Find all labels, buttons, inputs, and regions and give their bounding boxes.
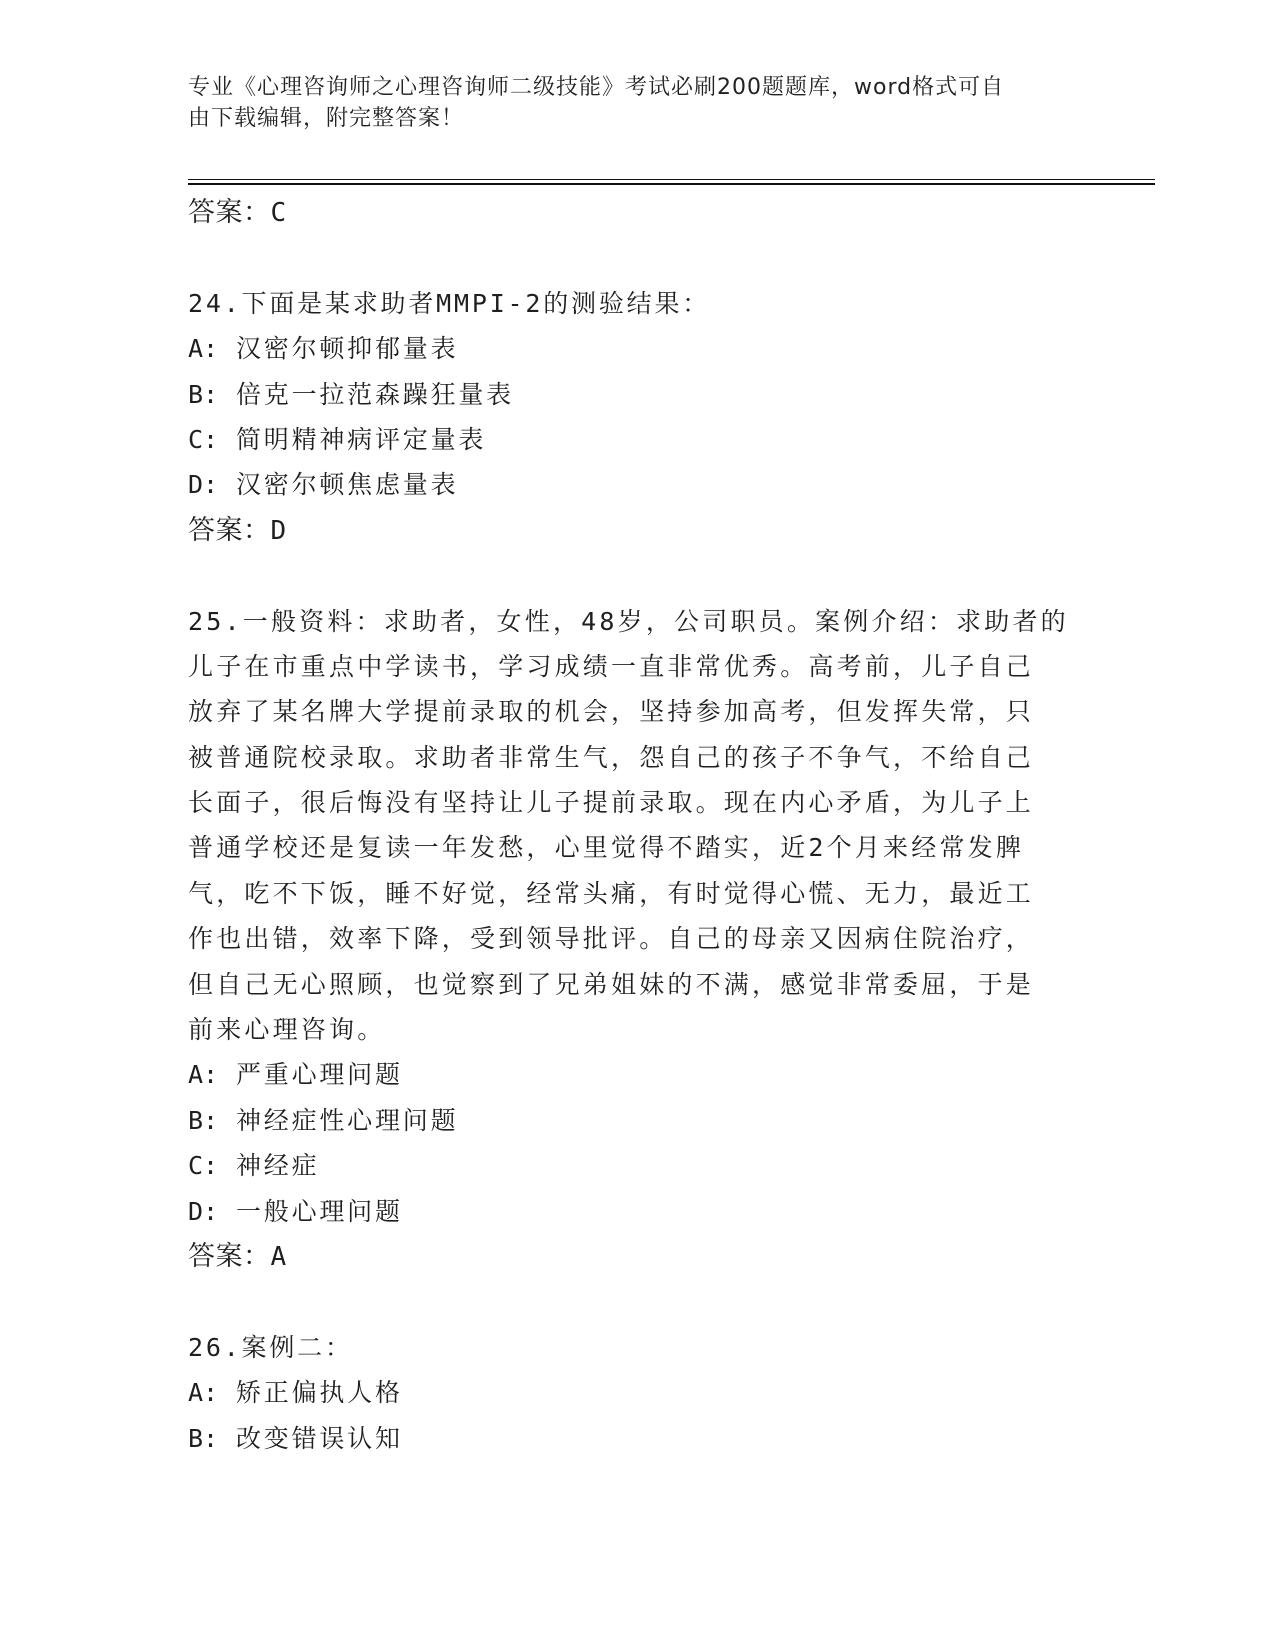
question-stem: 前来心理咨询。 xyxy=(188,1015,386,1045)
option-text: 倍克一拉范森躁狂量表 xyxy=(235,379,514,409)
header-divider-thick xyxy=(188,183,1155,185)
option-text: 一般心理问题 xyxy=(235,1196,403,1226)
option-a xyxy=(188,1370,1088,1415)
header-divider-thin xyxy=(188,179,1155,180)
option-d xyxy=(188,462,1088,507)
option-text: 矫正偏执人格 xyxy=(235,1378,403,1408)
option-letter: A: xyxy=(188,334,219,364)
answer-value: A xyxy=(270,1241,287,1272)
option-letter: D: xyxy=(188,1196,219,1226)
answer-value: D xyxy=(270,515,287,546)
header-line-2: 由下载编辑，附完整答案！ xyxy=(188,106,465,131)
option-a xyxy=(188,326,1088,371)
spacer xyxy=(188,553,1088,598)
question-stem: 长面子，很后悔没有坚持让儿子提前录取。现在内心矛盾，为儿子上 xyxy=(188,788,1035,818)
question-stem: 作也出错，效率下降，受到领导批评。自己的母亲又因病住院治疗， xyxy=(188,924,1035,954)
answer-line xyxy=(188,190,1088,235)
option-letter: D: xyxy=(188,470,219,500)
option-letter: A: xyxy=(188,1060,219,1090)
question-stem: 25.一般资料：求助者，女性，48岁，公司职员。案例介绍：求助者的 xyxy=(188,606,1069,636)
option-c xyxy=(188,1143,1088,1188)
answer-label: 答案： xyxy=(188,1240,271,1272)
question-stem: 普通学校还是复读一年发愁，心里觉得不踏实，近2个月来经常发脾 xyxy=(188,833,1025,863)
question-stem: 24.下面是某求助者MMPI-2的测验结果： xyxy=(188,288,711,318)
option-letter: A: xyxy=(188,1378,219,1408)
question-24 xyxy=(188,281,1088,553)
question-stem: 气，吃不下饭，睡不好觉，经常头痛，有时觉得心慌、无力，最近工 xyxy=(188,878,1035,908)
answer-line xyxy=(188,508,1088,553)
option-text: 改变错误认知 xyxy=(235,1423,403,1453)
option-letter: B: xyxy=(188,1423,219,1453)
question-stem: 但自己无心照顾，也觉察到了兄弟姐妹的不满，感觉非常委屈，于是 xyxy=(188,969,1035,999)
option-b xyxy=(188,1098,1088,1143)
answer-value: C xyxy=(270,198,287,228)
option-text: 神经症性心理问题 xyxy=(235,1105,459,1135)
question-stem: 儿子在市重点中学读书，学习成绩一直非常优秀。高考前，儿子自己 xyxy=(188,651,1035,681)
option-text: 简明精神病评定量表 xyxy=(235,424,487,454)
spacer xyxy=(188,235,1088,280)
option-letter: C: xyxy=(188,1151,219,1181)
question-stem: 26.案例二： xyxy=(188,1332,353,1362)
question-stem: 放弃了某名牌大学提前录取的机会，坚持参加高考，但发挥失常，只 xyxy=(188,697,1035,727)
option-b xyxy=(188,372,1088,417)
option-text: 神经症 xyxy=(235,1151,320,1181)
option-text: 汉密尔顿抑郁量表 xyxy=(235,334,459,364)
question-25 xyxy=(188,599,1088,1053)
question-26 xyxy=(188,1325,1088,1461)
option-letter: B: xyxy=(188,1105,219,1135)
option-a xyxy=(188,1052,1088,1097)
question-stem: 被普通院校录取。求助者非常生气，怨自己的孩子不争气，不给自己 xyxy=(188,742,1035,772)
option-d xyxy=(188,1189,1088,1234)
option-c xyxy=(188,417,1088,462)
question-25-options xyxy=(188,1052,1088,1279)
answer-label: 答案： xyxy=(188,514,271,546)
answer-line xyxy=(188,1234,1088,1279)
document-header xyxy=(188,72,1068,134)
answer-label: 答案： xyxy=(188,197,271,228)
question-content xyxy=(188,190,1088,1461)
option-b xyxy=(188,1416,1088,1461)
option-text: 严重心理问题 xyxy=(235,1060,403,1090)
option-letter: B: xyxy=(188,379,219,409)
spacer xyxy=(188,1279,1088,1324)
option-text: 汉密尔顿焦虑量表 xyxy=(235,470,459,500)
option-letter: C: xyxy=(188,424,219,454)
header-line-1: 专业《心理咨询师之心理咨询师二级技能》考试必刷200题题库，word格式可自 xyxy=(188,75,1005,100)
